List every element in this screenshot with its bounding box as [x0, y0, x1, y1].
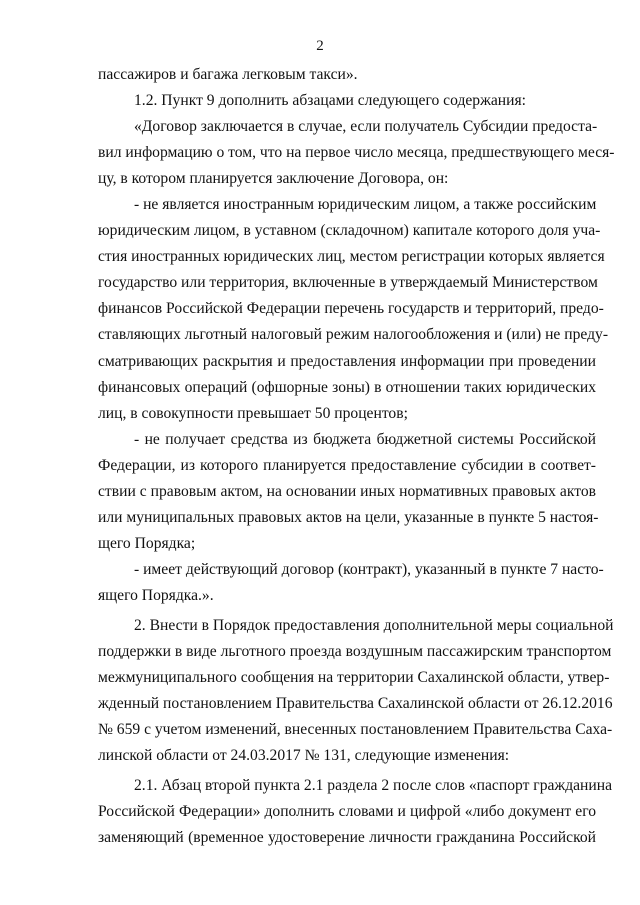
text-line: пассажиров и багажа легковым такси». — [98, 66, 358, 83]
text-line: ставляющих льготный налоговый режим налогообложения и (или) не преду- — [98, 326, 609, 344]
text-line: заменяющий (временное удостоверение личности гражданина Российской — [98, 829, 596, 847]
text-line: Федерации, из которого планируется предоставление субсидии в соответ- — [98, 456, 596, 474]
text-line: или муниципальных правовых актов на цели, указанные в пункте 5 настоя- — [98, 508, 599, 526]
text-line: межмуниципального сообщения на территории Сахалинской области, утвер- — [98, 669, 610, 687]
text-line: стия иностранных юридических лиц, местом регистрации которых является — [98, 248, 605, 266]
text-line: - не получает средства из бюджета бюджетной системы Российской — [134, 430, 596, 448]
page-number: 2 — [316, 38, 324, 54]
text-line: государство или территория, включенные в утверждаемый Министерством — [98, 274, 598, 292]
text-line: цу, в котором планируется заключение Договора, он: — [98, 170, 449, 188]
text-line: юридическим лицом, в уставном (складочном) капитале которого доля уча- — [98, 222, 601, 240]
text-line: «Договор заключается в случае, если получатель Субсидии предоста- — [134, 118, 598, 136]
text-line: Российской Федерации» дополнить словами и цифрой «либо документ его — [98, 803, 596, 821]
document-body — [98, 62, 615, 851]
text-line: сматривающих раскрытия и предоставления информации при проведении — [98, 352, 596, 370]
text-line: - имеет действующий договор (контракт), указанный в пункте 7 насто- — [134, 560, 604, 578]
text-line: ствии с правовым актом, на основании иных нормативных правовых актов — [98, 482, 596, 500]
text-line: 1.2. Пункт 9 дополнить абзацами следующего содержания: — [134, 92, 526, 110]
text-line: финансов Российской Федерации перечень государств и территорий, предо- — [98, 300, 604, 318]
text-line: - не является иностранным юридическим лицом, а также российским — [134, 196, 597, 214]
text-line: 2. Внести в Порядок предоставления дополнительной меры социальной — [134, 616, 614, 634]
text-line: линской области от 24.03.2017 № 131, следующие изменения: — [98, 747, 510, 765]
text-line: финансовых операций (офшорные зоны) в отношении таких юридических — [98, 378, 596, 396]
text-line: щего Порядка; — [98, 534, 196, 552]
text-line: жденный постановлением Правительства Сахалинской области от 26.12.2016 — [98, 695, 613, 713]
text-line: поддержки в виде льготного проезда воздушным пассажирским транспортом — [98, 643, 612, 661]
text-line: ящего Порядка.». — [98, 586, 214, 604]
text-line: № 659 с учетом изменений, внесенных постановлением Правительства Саха- — [98, 721, 613, 739]
text-line: лиц, в совокупности превышает 50 процентов; — [98, 404, 408, 422]
text-line: 2.1. Абзац второй пункта 2.1 раздела 2 после слов «паспорт гражданина — [134, 777, 612, 795]
text-line: вил информацию о том, что на первое число месяца, предшествующего меся- — [98, 144, 615, 162]
